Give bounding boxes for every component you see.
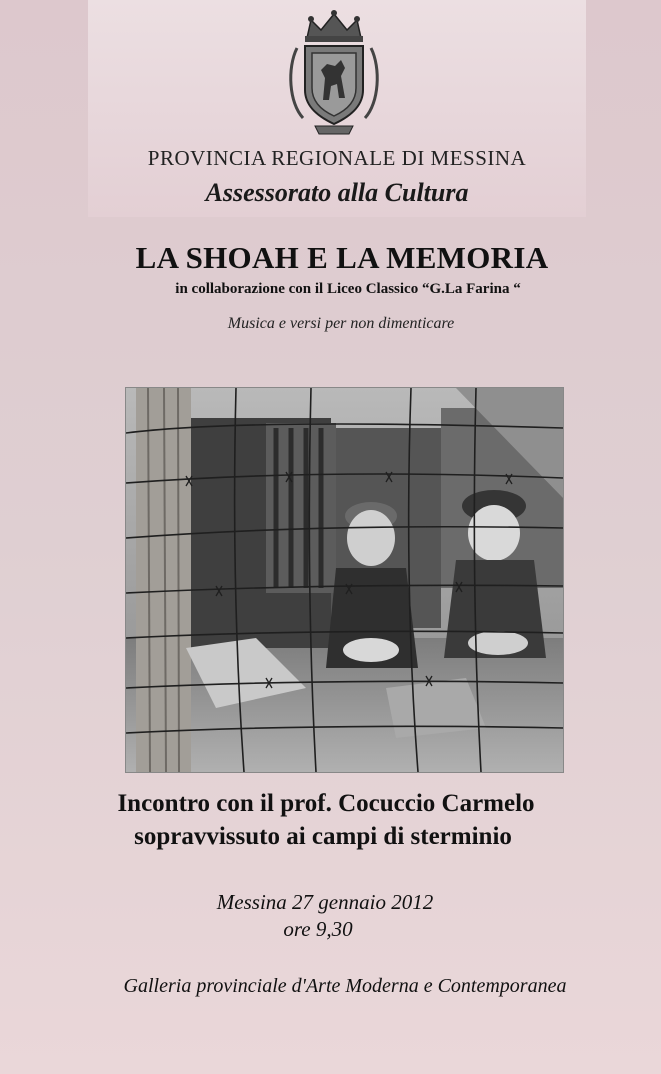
event-date: Messina 27 gennaio 2012 — [216, 890, 434, 914]
department-name: Assessorato alla Cultura — [205, 178, 469, 207]
coat-of-arms-icon — [285, 8, 383, 138]
speaker-line-1: Incontro con il prof. Cocuccio Carmelo — [117, 790, 535, 817]
historical-photo — [126, 388, 563, 772]
organization-name: PROVINCIA REGIONALE DI MESSINA — [147, 146, 527, 170]
collaboration-line: in collaborazione con il Liceo Classico “G.La Farina “ — [175, 281, 521, 297]
event-title: LA SHOAH E LA MEMORIA — [135, 240, 549, 275]
event-time: ore 9,30 — [283, 917, 353, 941]
event-venue: Galleria provinciale d'Arte Moderna e Contemporanea — [123, 975, 567, 997]
event-tagline: Musica e versi per non dimenticare — [227, 315, 455, 332]
speaker-line-2: sopravvissuto ai campi di sterminio — [134, 823, 512, 850]
